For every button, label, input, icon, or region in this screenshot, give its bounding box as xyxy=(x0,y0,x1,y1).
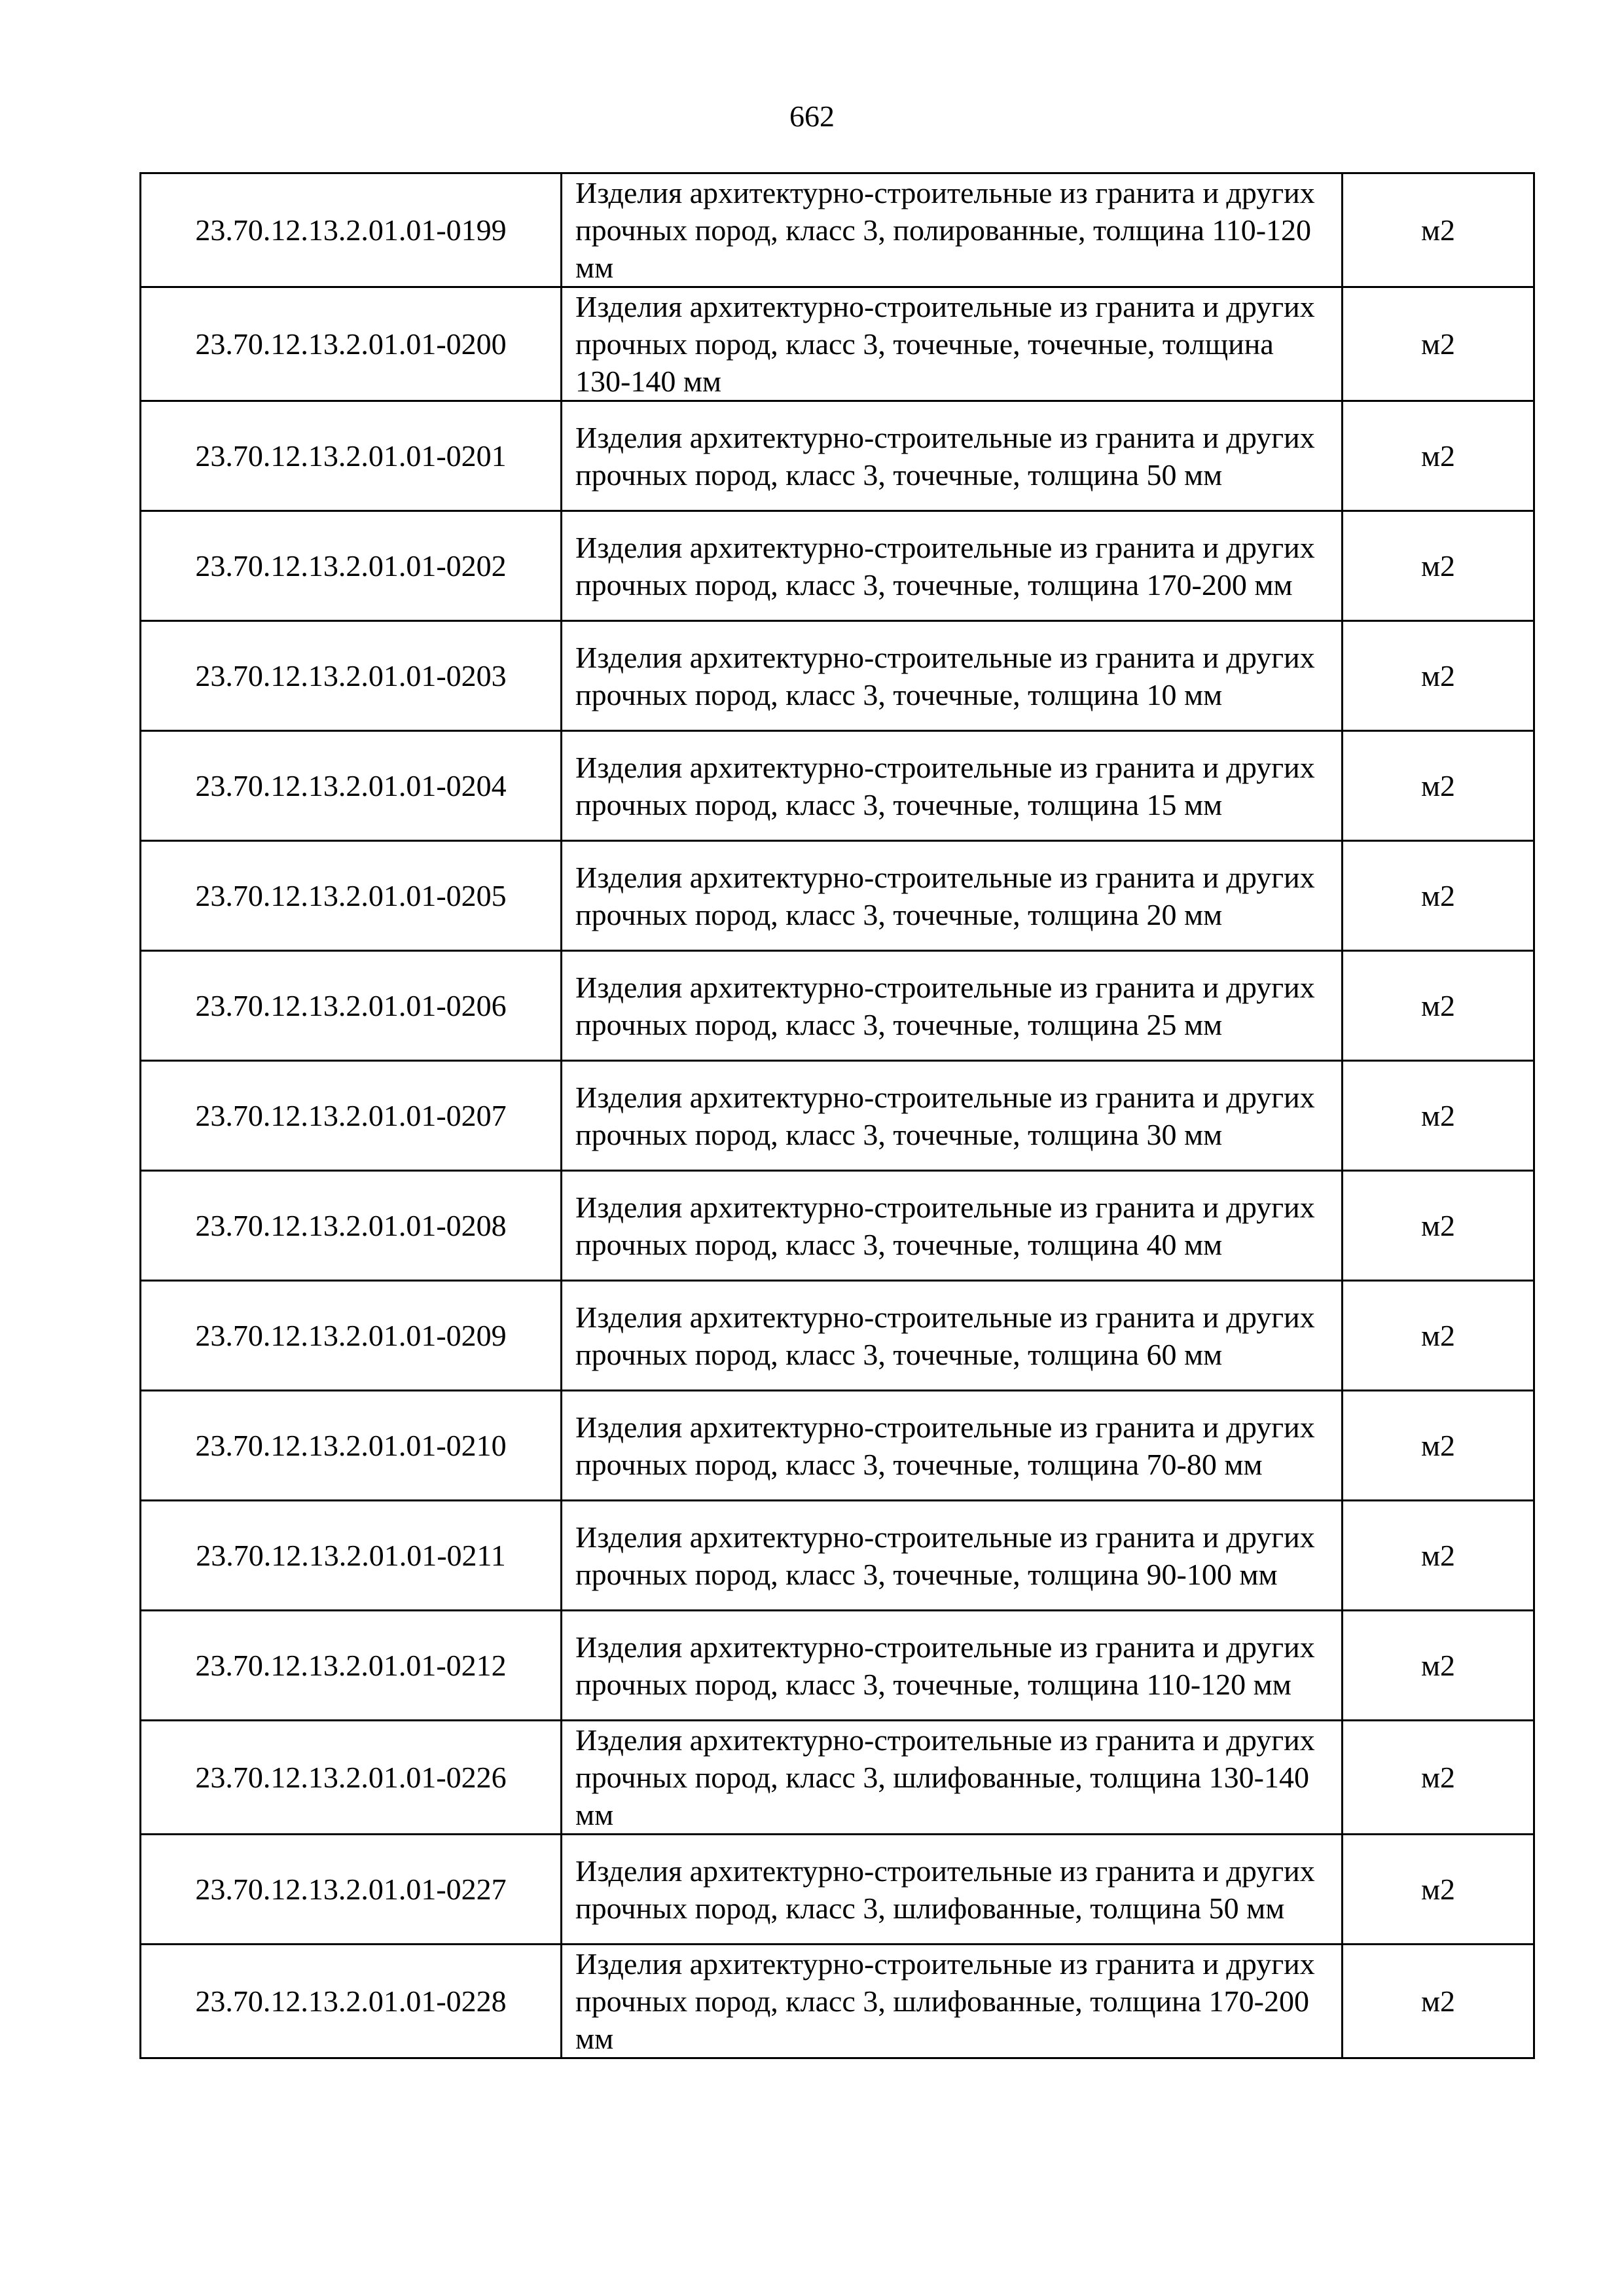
code-cell: 23.70.12.13.2.01.01-0202 xyxy=(141,511,562,621)
name-cell: Изделия архитектурно-строительные из гранита и других прочных пород, класс 3, точечные, толщина 10 мм xyxy=(562,621,1343,731)
table-row xyxy=(141,731,1534,841)
code-cell: 23.70.12.13.2.01.01-0210 xyxy=(141,1391,562,1501)
unit-cell: м2 xyxy=(1343,1721,1534,1835)
name-cell: Изделия архитектурно-строительные из гранита и других прочных пород, класс 3, точечные, толщина 110-120 мм xyxy=(562,1611,1343,1721)
name-cell: Изделия архитектурно-строительные из гранита и других прочных пород, класс 3, точечные, толщина 15 мм xyxy=(562,731,1343,841)
code-cell: 23.70.12.13.2.01.01-0200 xyxy=(141,287,562,401)
unit-cell: м2 xyxy=(1343,1611,1534,1721)
unit-cell: м2 xyxy=(1343,731,1534,841)
table-row xyxy=(141,1061,1534,1171)
table-row xyxy=(141,1171,1534,1281)
unit-cell: м2 xyxy=(1343,1391,1534,1501)
table-row xyxy=(141,1611,1534,1721)
table-row xyxy=(141,401,1534,511)
code-cell: 23.70.12.13.2.01.01-0207 xyxy=(141,1061,562,1171)
name-cell: Изделия архитектурно-строительные из гранита и других прочных пород, класс 3, точечные, толщина 90-100 мм xyxy=(562,1501,1343,1611)
name-cell: Изделия архитектурно-строительные из гранита и других прочных пород, класс 3, точечные, толщина 30 мм xyxy=(562,1061,1343,1171)
unit-cell: м2 xyxy=(1343,951,1534,1061)
unit-cell: м2 xyxy=(1343,841,1534,951)
name-cell: Изделия архитектурно-строительные из гранита и других прочных пород, класс 3, точечные, толщина 60 мм xyxy=(562,1281,1343,1391)
unit-cell: м2 xyxy=(1343,401,1534,511)
page-number: 662 xyxy=(789,99,835,133)
materials-table xyxy=(139,172,1535,2059)
unit-cell: м2 xyxy=(1343,1945,1534,2058)
table-row xyxy=(141,621,1534,731)
unit-cell: м2 xyxy=(1343,1281,1534,1391)
table-row xyxy=(141,173,1534,287)
name-cell: Изделия архитектурно-строительные из гранита и других прочных пород, класс 3, точечные, толщина 25 мм xyxy=(562,951,1343,1061)
unit-cell: м2 xyxy=(1343,173,1534,287)
unit-cell: м2 xyxy=(1343,621,1534,731)
code-cell: 23.70.12.13.2.01.01-0204 xyxy=(141,731,562,841)
code-cell: 23.70.12.13.2.01.01-0208 xyxy=(141,1171,562,1281)
code-cell: 23.70.12.13.2.01.01-0227 xyxy=(141,1835,562,1945)
code-cell: 23.70.12.13.2.01.01-0211 xyxy=(141,1501,562,1611)
unit-cell: м2 xyxy=(1343,1501,1534,1611)
code-cell: 23.70.12.13.2.01.01-0209 xyxy=(141,1281,562,1391)
code-cell: 23.70.12.13.2.01.01-0228 xyxy=(141,1945,562,2058)
table-row xyxy=(141,1945,1534,2058)
code-cell: 23.70.12.13.2.01.01-0199 xyxy=(141,173,562,287)
name-cell: Изделия архитектурно-строительные из гранита и других прочных пород, класс 3, точечные, толщина 70-80 мм xyxy=(562,1391,1343,1501)
name-cell: Изделия архитектурно-строительные из гранита и других прочных пород, класс 3, шлифованные, толщина 170-200 мм xyxy=(562,1945,1343,2058)
table-row xyxy=(141,1391,1534,1501)
name-cell: Изделия архитектурно-строительные из гранита и других прочных пород, класс 3, полированные, толщина 110-120 мм xyxy=(562,173,1343,287)
name-cell: Изделия архитектурно-строительные из гранита и других прочных пород, класс 3, точечные, толщина 50 мм xyxy=(562,401,1343,511)
table-row xyxy=(141,951,1534,1061)
name-cell: Изделия архитектурно-строительные из гранита и других прочных пород, класс 3, точечные, точечные, толщина 130-140 мм xyxy=(562,287,1343,401)
table-body xyxy=(141,173,1534,2058)
code-cell: 23.70.12.13.2.01.01-0205 xyxy=(141,841,562,951)
table-row xyxy=(141,1281,1534,1391)
name-cell: Изделия архитектурно-строительные из гранита и других прочных пород, класс 3, точечные, толщина 40 мм xyxy=(562,1171,1343,1281)
name-cell: Изделия архитектурно-строительные из гранита и других прочных пород, класс 3, шлифованные, толщина 130-140 мм xyxy=(562,1721,1343,1835)
table-row xyxy=(141,287,1534,401)
table-row xyxy=(141,1835,1534,1945)
code-cell: 23.70.12.13.2.01.01-0203 xyxy=(141,621,562,731)
table-row xyxy=(141,1501,1534,1611)
unit-cell: м2 xyxy=(1343,1171,1534,1281)
table-row xyxy=(141,511,1534,621)
name-cell: Изделия архитектурно-строительные из гранита и других прочных пород, класс 3, шлифованные, толщина 50 мм xyxy=(562,1835,1343,1945)
unit-cell: м2 xyxy=(1343,1061,1534,1171)
unit-cell: м2 xyxy=(1343,511,1534,621)
name-cell: Изделия архитектурно-строительные из гранита и других прочных пород, класс 3, точечные, толщина 20 мм xyxy=(562,841,1343,951)
table-row xyxy=(141,1721,1534,1835)
name-cell: Изделия архитектурно-строительные из гранита и других прочных пород, класс 3, точечные, толщина 170-200 мм xyxy=(562,511,1343,621)
code-cell: 23.70.12.13.2.01.01-0206 xyxy=(141,951,562,1061)
table-row xyxy=(141,841,1534,951)
code-cell: 23.70.12.13.2.01.01-0226 xyxy=(141,1721,562,1835)
code-cell: 23.70.12.13.2.01.01-0212 xyxy=(141,1611,562,1721)
unit-cell: м2 xyxy=(1343,1835,1534,1945)
code-cell: 23.70.12.13.2.01.01-0201 xyxy=(141,401,562,511)
unit-cell: м2 xyxy=(1343,287,1534,401)
